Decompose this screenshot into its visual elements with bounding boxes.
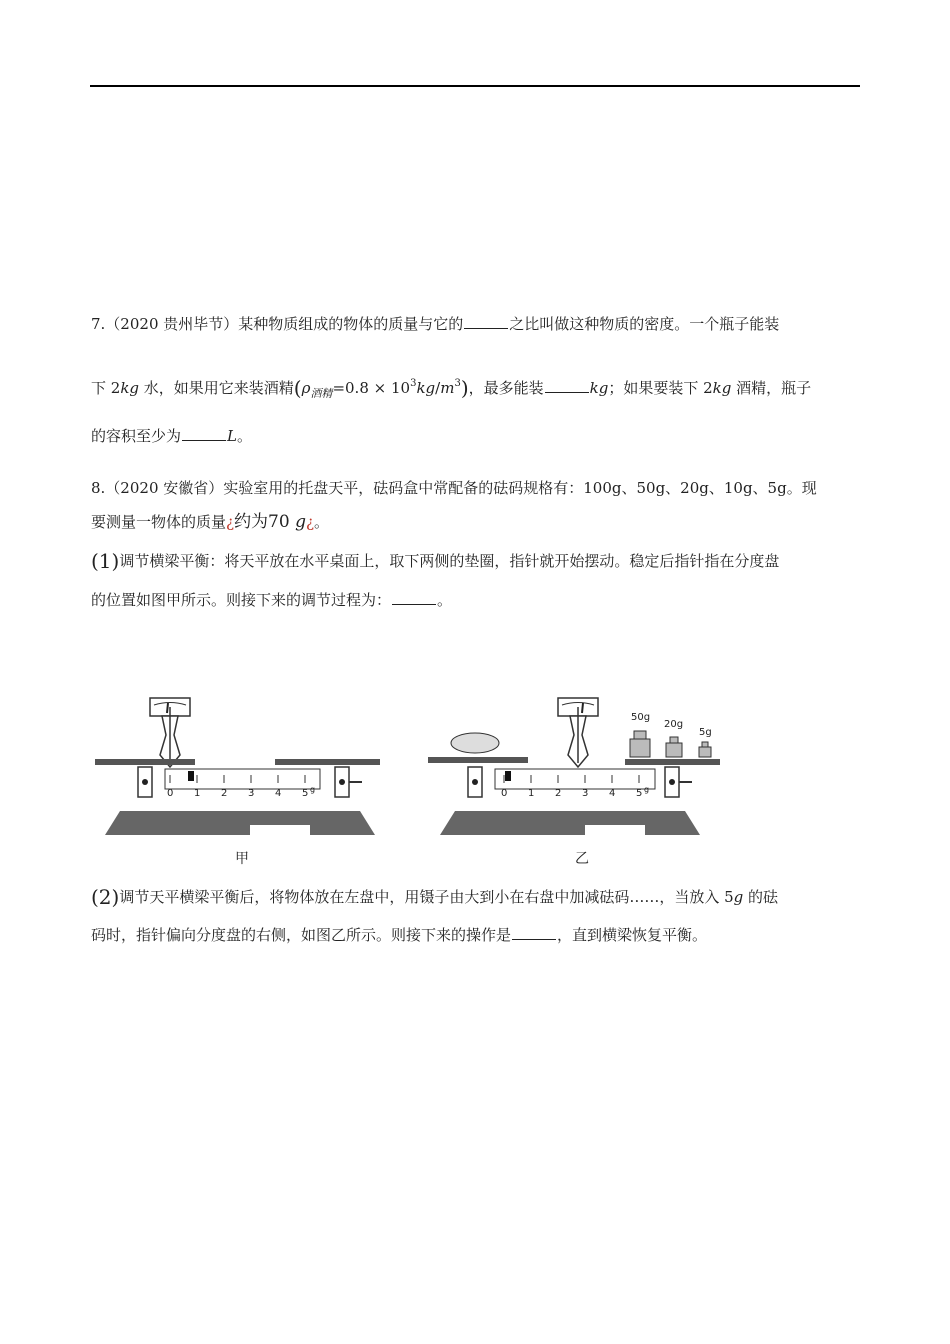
q8-part-2: (2)调节天平横梁平衡后，将物体放在左盘中，用镊子由大到小在右盘中加减砝码……，当放入 5g 的砝 bbox=[91, 885, 779, 909]
scale-tick-label: 5 bbox=[302, 788, 309, 799]
scale-tick-label: 1 bbox=[194, 788, 201, 799]
balance-figure-right bbox=[420, 695, 730, 845]
weight-label-5g: 5g bbox=[699, 727, 712, 738]
q7-line-2: 下 2kg 水，如果用它来装酒精$(\rho_{酒精}=0.8 \times 10^3kg/m^3)$，最多能装 kg；如果要装下 2kg 酒精，瓶子 bbox=[91, 376, 812, 400]
scale-tick-label: 1 bbox=[528, 788, 535, 799]
answer-blank[interactable] bbox=[464, 314, 508, 329]
header-rule bbox=[90, 85, 860, 87]
scale-tick-label: 3 bbox=[248, 788, 255, 799]
q8-line-2: 要测量一物体的质量¿约为70 g¿。 bbox=[91, 512, 330, 532]
scale-tick-label: 3 bbox=[582, 788, 589, 799]
q7-line-3: 的容积至少为 L。 bbox=[91, 427, 252, 445]
answer-blank[interactable] bbox=[182, 426, 226, 441]
figure-caption-right: 乙 bbox=[575, 851, 589, 867]
q8-line-1: 8.（2020 安徽省）实验室用的托盘天平，砝码盒中常配备的砝码规格有：100g、50g、20g、10g、5g。现 bbox=[91, 479, 817, 497]
answer-blank[interactable] bbox=[512, 925, 556, 940]
scale-unit-label: g bbox=[644, 785, 650, 794]
weight-label-20g: 20g bbox=[664, 719, 684, 730]
scale-tick-label: 2 bbox=[555, 788, 562, 799]
answer-blank[interactable] bbox=[545, 378, 589, 393]
q8-part-1-cont: 的位置如图甲所示。则接下来的调节过程为： 。 bbox=[91, 591, 453, 609]
weight-label-50g: 50g bbox=[631, 712, 651, 723]
q8-part-1: (1)调节横梁平衡：将天平放在水平桌面上，取下两侧的垫圈，指针就开始摆动。稳定后指针指在分度盘 bbox=[91, 549, 780, 573]
scale-tick-label: 0 bbox=[501, 788, 508, 799]
scale-tick-label: 2 bbox=[221, 788, 228, 799]
balance-figure-left bbox=[90, 695, 390, 845]
scale-tick-label: 4 bbox=[275, 788, 282, 799]
pointer bbox=[167, 703, 168, 713]
figure-caption-left: 甲 bbox=[235, 851, 249, 867]
scale-tick-label: 5 bbox=[636, 788, 643, 799]
q7-line-1: 7.（2020 贵州毕节）某种物质组成的物体的质量与它的 之比叫做这种物质的密度。一个瓶子能装 bbox=[91, 315, 780, 333]
scale-tick-label: 4 bbox=[609, 788, 616, 799]
q8-part-2-cont: 码时，指针偏向分度盘的右侧，如图乙所示。则接下来的操作是 ，直到横梁恢复平衡。 bbox=[91, 926, 708, 944]
scale-tick-label: 0 bbox=[167, 788, 174, 799]
answer-blank[interactable] bbox=[392, 590, 436, 605]
scale-unit-label: g bbox=[310, 785, 316, 794]
pointer bbox=[582, 703, 583, 713]
